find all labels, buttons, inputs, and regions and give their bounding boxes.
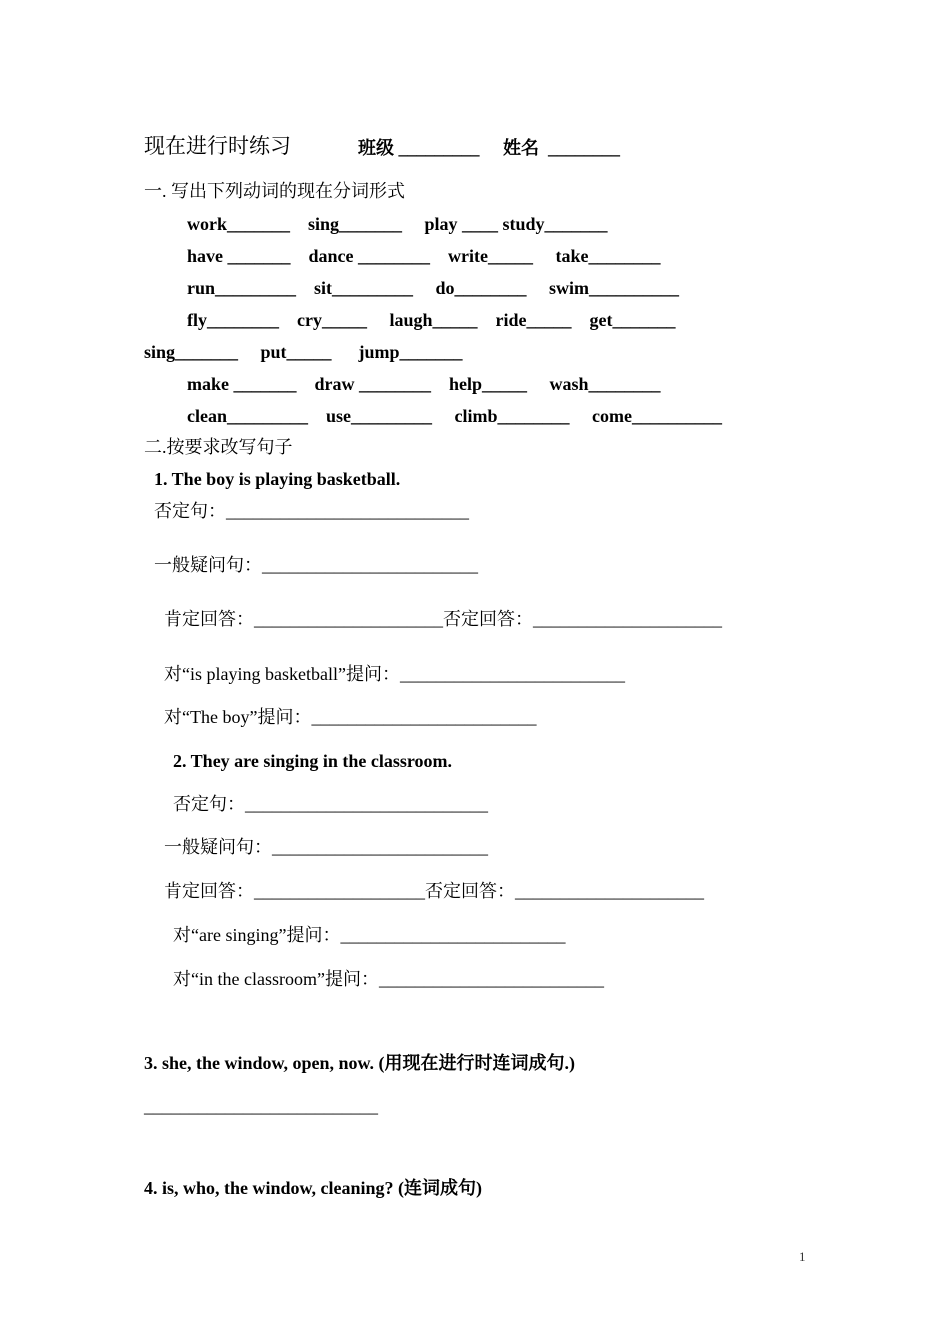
verb-row: fly________ cry_____ laugh_____ ride_____ get_______ bbox=[187, 310, 676, 330]
q4-sentence: 4. is, who, the window, cleaning? (连词成句) bbox=[144, 1178, 483, 1198]
q1-ask-predicate: 对“is playing basketball”提问：_________________________ bbox=[164, 664, 625, 684]
q3-sentence: 3. she, the window, open, now. (用现在进行时连词成句.) bbox=[144, 1053, 576, 1073]
name-field: 姓名 ________ bbox=[503, 138, 620, 158]
q1-negative: 否定句：___________________________ bbox=[154, 501, 469, 521]
verb-row: work_______ sing_______ play ____ study_______ bbox=[187, 214, 608, 234]
q3-answer-blank: __________________________ bbox=[144, 1096, 378, 1116]
verb-row: clean_________ use_________ climb________ come__________ bbox=[187, 406, 722, 426]
class-field: 班级 _________ bbox=[358, 138, 480, 158]
verb-row: run_________ sit_________ do________ swim__________ bbox=[187, 278, 680, 298]
page-number: 1 bbox=[799, 1249, 806, 1264]
verb-row: sing_______ put_____ jump_______ bbox=[144, 342, 463, 362]
verb-row: make _______ draw ________ help_____ wash________ bbox=[187, 374, 661, 394]
q1-answers: 肯定回答：_____________________否定回答：_____________________ bbox=[164, 609, 722, 629]
q2-question: 一般疑问句：________________________ bbox=[164, 837, 488, 857]
q2-ask-predicate: 对“are singing”提问：_________________________ bbox=[173, 925, 566, 945]
q1-question: 一般疑问句：________________________ bbox=[154, 555, 478, 575]
worksheet-title: 现在进行时练习 bbox=[144, 134, 291, 158]
section2-heading: 二.按要求改写句子 bbox=[144, 437, 293, 457]
q1-sentence: 1. The boy is playing basketball. bbox=[154, 469, 401, 489]
q2-answers: 肯定回答：___________________否定回答：_____________________ bbox=[164, 881, 704, 901]
q2-ask-place: 对“in the classroom”提问：_________________________ bbox=[173, 969, 604, 989]
q2-sentence: 2. They are singing in the classroom. bbox=[173, 751, 453, 771]
section1-heading: 一. 写出下列动词的现在分词形式 bbox=[144, 181, 405, 201]
q1-ask-subject: 对“The boy”提问：_________________________ bbox=[164, 707, 537, 727]
verb-row: have _______ dance ________ write_____ take________ bbox=[187, 246, 661, 266]
q2-negative: 否定句：___________________________ bbox=[173, 794, 488, 814]
